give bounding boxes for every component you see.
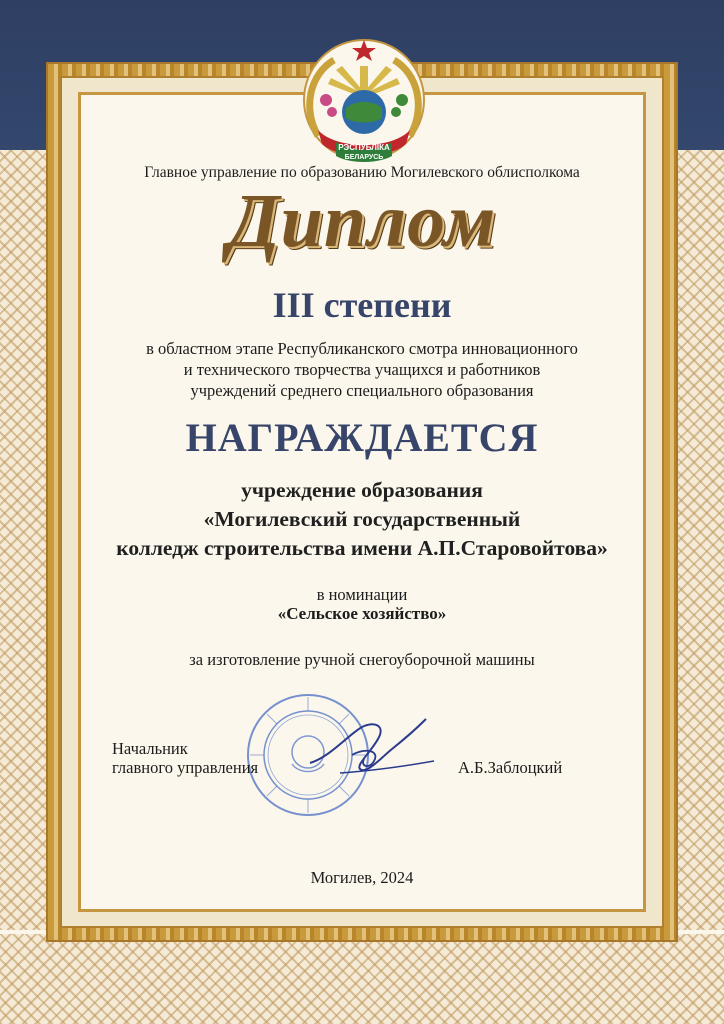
degree-heading: III степени <box>272 285 452 325</box>
issuer-line: Главное управление по образованию Могилевского облисполкома <box>144 164 580 181</box>
emblem-ribbon-top: РЭСПУБЛІКА <box>338 143 390 152</box>
recipient-line: колледж строительства имени А.П.Старовойтова» <box>116 536 608 560</box>
awarded-heading: НАГРАЖДАЕТСЯ <box>185 415 539 460</box>
signatory-title <box>112 739 258 777</box>
emblem-ribbon-bottom: БЕЛАРУСЬ <box>344 154 384 161</box>
nomination-label: в номинации <box>316 585 408 604</box>
competition-line: учреждений среднего специального образования <box>190 381 534 400</box>
place-and-date: Могилев, 2024 <box>310 868 414 887</box>
recipient-line: «Могилевский государственный <box>203 507 521 531</box>
recipient-block <box>78 476 646 563</box>
competition-description <box>78 338 646 401</box>
emblem-ribbon-text <box>296 38 432 168</box>
recipient-line: учреждение образования <box>241 478 483 502</box>
signatory-title-line: Начальник <box>112 739 188 758</box>
handwritten-signature-icon <box>300 705 440 785</box>
bottom-ornament <box>0 934 724 1024</box>
award-reason: за изготовление ручной снегоуборочной машины <box>189 650 535 669</box>
document-title: Диплом <box>227 179 497 263</box>
nomination-value: «Сельское хозяйство» <box>277 604 447 623</box>
competition-line: и технического творчества учащихся и работников <box>183 360 541 379</box>
competition-line: в областном этапе Республиканского смотра инновационного <box>146 339 578 358</box>
signatory-name: А.Б.Заблоцкий <box>458 758 563 777</box>
signatory-title-line: главного управления <box>112 758 259 777</box>
